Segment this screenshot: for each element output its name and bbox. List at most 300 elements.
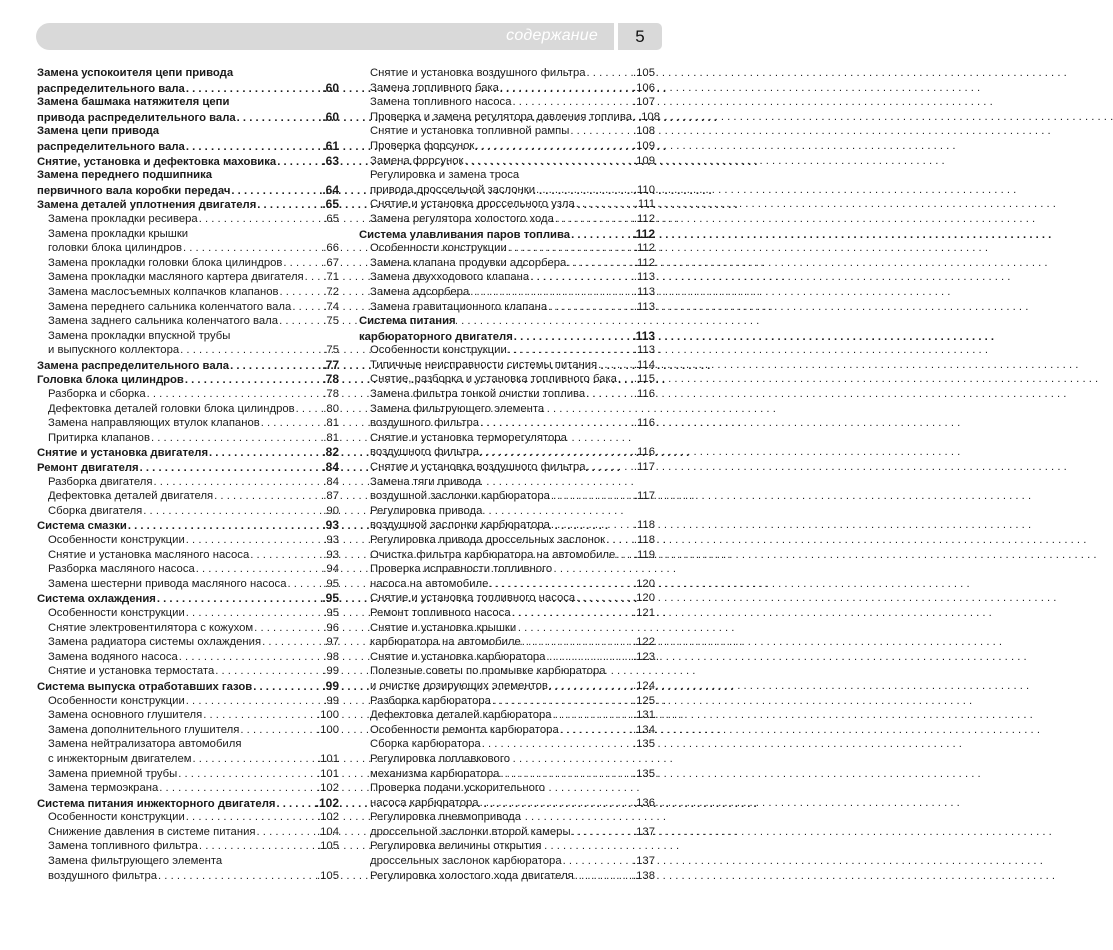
toc-page-number: .118 [633, 519, 655, 532]
toc-entry-title: Ремонт двигателя [37, 462, 139, 475]
dot-leader [553, 708, 632, 723]
dot-leader [203, 708, 316, 723]
toc-entry-line [359, 387, 655, 402]
toc-entry[interactable] [359, 168, 655, 197]
toc-entry-line [37, 358, 339, 373]
toc-entry-line [37, 767, 339, 782]
toc-entry-title: воздушной заслонки карбюратора [370, 519, 550, 532]
toc-entry[interactable] [359, 548, 655, 563]
toc-entry[interactable] [359, 110, 660, 125]
toc-entry-title: Проверка и замена регулятора давления топлива [370, 110, 632, 123]
toc-entry-line [359, 256, 655, 271]
toc-entry[interactable] [359, 227, 655, 242]
toc-page-number: .67 [323, 256, 339, 269]
toc-entry[interactable] [359, 694, 655, 709]
toc-entry[interactable] [359, 285, 655, 300]
toc-entry[interactable] [359, 591, 655, 606]
dot-leader [253, 680, 321, 695]
toc-entry-line [359, 591, 655, 606]
toc-entry[interactable] [37, 256, 339, 271]
toc-entry-title-line: Замена переднего подшипника [37, 169, 213, 182]
toc-entry[interactable] [37, 227, 339, 256]
toc-entry[interactable] [359, 562, 655, 591]
toc-entry-line [359, 694, 655, 709]
toc-page-number: .105 [633, 67, 655, 79]
toc-page-number: .135 [633, 738, 655, 751]
toc-entry[interactable] [359, 504, 655, 533]
toc-entry[interactable] [359, 839, 655, 868]
toc-entry-title: Дефектовка деталей головки блока цилиндров [48, 402, 295, 415]
toc-page-number: .104 [317, 825, 339, 838]
toc-entry-line [359, 518, 655, 533]
toc-page-number: .101 [317, 767, 339, 780]
dot-leader [633, 110, 637, 125]
toc-entry[interactable] [359, 621, 655, 650]
toc-entry[interactable] [359, 387, 655, 402]
dot-leader [199, 839, 316, 854]
toc-entry-line [359, 635, 655, 650]
toc-entry[interactable] [37, 197, 339, 212]
toc-entry[interactable] [37, 548, 339, 563]
dot-leader [154, 475, 323, 490]
toc-entry-line [37, 533, 339, 548]
toc-entry-title: карбюраторного двигателя [359, 330, 513, 343]
toc-entry-title-line: Замена прокладки впускной трубы [48, 329, 231, 342]
toc-entry-title: Снятие и установка воздушного фильтра [370, 67, 586, 79]
toc-entry-title: Замена деталей уплотнения двигателя [37, 199, 257, 212]
toc-entry-line [37, 372, 339, 387]
toc-entry[interactable] [359, 460, 655, 475]
toc-entry[interactable] [359, 124, 655, 139]
toc-page-number: .115 [633, 373, 655, 386]
toc-entry[interactable] [37, 708, 339, 723]
toc-entry-line [359, 329, 655, 344]
toc-entry[interactable] [359, 606, 655, 621]
toc-entry[interactable] [37, 314, 339, 329]
dot-leader [196, 562, 323, 577]
toc-entry-title: Снятие, разборка и установка топливного бака [370, 373, 617, 386]
toc-entry[interactable] [359, 810, 655, 839]
toc-page-number: .123 [633, 650, 655, 663]
toc-entry-title: Особенности конструкции [48, 694, 185, 707]
toc-entry[interactable] [359, 139, 655, 154]
toc-entry[interactable] [359, 723, 655, 738]
toc-entry[interactable] [37, 329, 339, 358]
toc-page-number: .93 [322, 518, 339, 533]
toc-entry-line [37, 723, 339, 738]
toc-entry[interactable] [37, 95, 339, 124]
toc-page-number: .112 [633, 212, 655, 225]
toc-page-number: .82 [322, 445, 339, 460]
toc-page-number: .121 [633, 606, 655, 619]
toc-entry-line [37, 285, 339, 300]
dot-leader [492, 694, 632, 709]
toc-entry-line [359, 300, 655, 315]
toc-entry[interactable] [359, 66, 655, 81]
toc-entry[interactable] [37, 475, 339, 490]
toc-entry-title: насоса карбюратора [370, 796, 479, 809]
toc-page-number: .108 [633, 125, 655, 138]
toc-page-number: .66 [323, 242, 339, 255]
toc-page-number: .102 [317, 811, 339, 824]
toc-page-number: .113 [633, 271, 655, 284]
toc-entry-line [359, 212, 655, 227]
toc-entry[interactable] [37, 664, 339, 679]
toc-page-number: .97 [323, 636, 339, 649]
toc-page-number: .113 [632, 328, 655, 343]
toc-entry-line [359, 154, 655, 169]
toc-entry[interactable] [37, 810, 339, 825]
dot-leader [571, 228, 631, 243]
toc-entry-title: Замена топливного фильтра [48, 840, 198, 853]
toc-entry-title: Проверка форсунок [370, 139, 475, 152]
toc-entry[interactable] [359, 343, 655, 358]
toc-page-number: .77 [322, 357, 339, 372]
toc-entry-title: Замена фильтра тонкой очистки топлива [370, 388, 586, 401]
toc-entry-title: Снятие и установка воздушного фильтра [370, 461, 586, 474]
toc-entry[interactable] [359, 372, 655, 387]
dot-leader [546, 650, 632, 665]
dot-leader [158, 869, 316, 884]
toc-entry[interactable] [37, 591, 339, 606]
toc-entry-line [359, 270, 655, 285]
toc-entry[interactable] [37, 416, 339, 431]
toc-entry-line [359, 796, 655, 811]
toc-page-number: .111 [634, 198, 655, 211]
toc-page-number: .81 [323, 431, 339, 444]
toc-entry-line [359, 737, 655, 752]
toc-entry[interactable] [359, 256, 655, 271]
toc-page-number: .78 [322, 372, 339, 387]
toc-entry[interactable] [37, 606, 339, 621]
toc-entry-title: Система охлаждения [37, 593, 156, 606]
toc-page-number: .80 [323, 402, 339, 415]
dot-leader [186, 810, 316, 825]
toc-entry[interactable] [359, 752, 655, 781]
toc-entry-line [359, 66, 655, 81]
toc-entry-line [37, 300, 339, 315]
toc-entry-title: Замена прокладки масляного картера двигателя [48, 271, 304, 284]
toc-entry-title: Головка блока цилиндров [37, 374, 184, 387]
toc-entry[interactable] [37, 402, 339, 417]
toc-entry[interactable] [359, 708, 655, 723]
toc-entry-line [359, 241, 655, 256]
toc-entry[interactable] [359, 664, 655, 693]
toc-entry[interactable] [37, 839, 339, 854]
toc-entry-title: Ремонт топливного насоса [370, 606, 511, 619]
dot-leader [193, 752, 316, 767]
toc-entry[interactable] [37, 825, 339, 840]
toc-entry[interactable] [37, 154, 339, 169]
toc-entry[interactable] [37, 621, 339, 636]
toc-entry[interactable] [37, 431, 339, 446]
toc-entry-title: Замена топливного насоса [370, 96, 512, 109]
toc-entry[interactable] [359, 314, 655, 343]
toc-entry-title-line: Регулировка и замена троса [370, 169, 520, 182]
toc-page-number: .95 [322, 591, 339, 606]
toc-entry[interactable] [37, 270, 339, 285]
toc-page-number: .96 [323, 621, 339, 634]
toc-page-number: .90 [323, 504, 339, 517]
toc-page-number: .102 [317, 782, 339, 795]
dot-leader [287, 577, 322, 592]
toc-page-number: .117 [633, 461, 655, 474]
toc-entry-title: Типичные неисправности системы питания [370, 358, 598, 371]
toc-entry-line [37, 635, 339, 650]
dot-leader [178, 767, 316, 782]
toc-page-number: .100 [317, 709, 339, 722]
toc-page-number: .72 [323, 285, 339, 298]
toc-entry[interactable] [37, 562, 339, 577]
toc-entry-title-line: Система питания [359, 315, 456, 328]
toc-entry-line [359, 343, 655, 358]
toc-entry-title: Замена форсунок [370, 154, 464, 167]
dot-leader [587, 460, 633, 475]
toc-entry-title: Замена регулятора холостого хода [370, 212, 554, 225]
toc-entry[interactable] [37, 66, 339, 95]
dot-leader [555, 212, 633, 227]
toc-page-number: .131 [633, 709, 655, 722]
toc-page-number: .93 [323, 534, 339, 546]
dot-leader [598, 358, 633, 373]
toc-page-number: .75 [323, 315, 339, 328]
toc-entry-title: Система выпуска отработавших газов [37, 680, 253, 693]
dot-leader [576, 197, 634, 212]
toc-entry-title: Замена маслосъемных колпачков клапанов [48, 285, 279, 298]
toc-page-number: .63 [322, 153, 339, 168]
dot-leader [489, 577, 632, 592]
toc-entry-line [37, 314, 339, 329]
toc-entry-line [359, 548, 655, 563]
toc-entry[interactable] [37, 387, 339, 402]
dot-leader [186, 606, 323, 621]
toc-entry-title: Замена клапана продувки адсорбера [370, 256, 567, 269]
toc-entry-title: Замена направляющих втулок клапанов [48, 417, 260, 430]
toc-entry-title-line: Замена башмака натяжителя цепи [37, 96, 230, 109]
toc-entry-title: воздушного фильтра [48, 869, 158, 882]
toc-page-number: .118 [633, 534, 655, 546]
toc-entry-line [37, 548, 339, 563]
toc-page-number: .87 [323, 490, 339, 503]
toc-page-number: .60 [322, 80, 339, 95]
toc-entry[interactable] [37, 781, 339, 796]
toc-page-number: .125 [633, 694, 655, 707]
toc-entry-title: Снятие и установка дроссельного узла [370, 198, 575, 211]
toc-page-number: .100 [317, 723, 339, 736]
dot-leader [575, 869, 632, 884]
toc-entry[interactable] [359, 475, 655, 504]
toc-entry[interactable] [37, 694, 339, 709]
toc-entry[interactable] [37, 767, 339, 782]
toc-entry-title-line: Снятие и установка терморегулятора [370, 431, 567, 444]
toc-entry[interactable] [37, 489, 339, 504]
toc-entry-title: Особенности конструкции [370, 344, 507, 357]
toc-page-number: .117 [633, 490, 655, 503]
section-header-bar [36, 23, 614, 50]
dot-leader [257, 825, 316, 840]
toc-entry-title: воздушного фильтра [370, 417, 480, 430]
toc-entry-title: Сборка двигателя [48, 504, 143, 517]
toc-entry-title: и очистке дозирующих элементов [370, 679, 548, 692]
toc-page-number: .107 [633, 96, 655, 109]
dot-leader [179, 650, 323, 665]
dot-leader [508, 241, 633, 256]
toc-entry[interactable] [359, 81, 655, 96]
toc-entry-title: Замена радиатора системы охлаждения [48, 636, 262, 649]
toc-entry-line [37, 518, 339, 533]
toc-entry-line [359, 679, 655, 694]
toc-entry[interactable] [359, 402, 655, 431]
toc-entry[interactable] [37, 445, 339, 460]
dot-leader [237, 111, 322, 126]
toc-entry[interactable] [359, 431, 655, 460]
toc-entry-line [37, 445, 339, 460]
toc-page-number: .99 [322, 678, 339, 693]
dot-leader [551, 518, 633, 533]
toc-entry-title: Замена шестерни привода масляного насоса [48, 577, 287, 590]
toc-entry[interactable] [359, 95, 655, 110]
toc-page-number: .60 [322, 109, 339, 124]
toc-entry-title: воздушной заслонки карбюратора [370, 490, 550, 503]
toc-entry[interactable] [37, 124, 339, 153]
toc-entry[interactable] [37, 854, 339, 883]
toc-entry[interactable] [37, 504, 339, 519]
toc-entry[interactable] [359, 358, 655, 373]
toc-left-column [37, 66, 339, 883]
toc-page-number: .95 [323, 606, 339, 619]
dot-leader [606, 533, 633, 548]
toc-entry[interactable] [359, 869, 655, 884]
toc-page-number: .61 [322, 138, 339, 153]
toc-entry[interactable] [37, 285, 339, 300]
toc-entry[interactable] [359, 212, 655, 227]
toc-entry-line [37, 679, 339, 694]
toc-entry-title: Снятие и установка двигателя [37, 447, 209, 460]
toc-entry-line [359, 869, 655, 884]
section-title: содержание [506, 27, 598, 44]
toc-page-number: .84 [323, 475, 339, 488]
toc-entry[interactable] [359, 650, 655, 665]
toc-entry-title: Особенности конструкции [48, 534, 185, 546]
dot-leader [209, 446, 321, 461]
toc-entry-title: Замена гравитационного клапана [370, 300, 548, 313]
toc-page-number: .65 [322, 197, 339, 212]
toc-entry[interactable] [37, 300, 339, 315]
toc-entry-line [359, 489, 655, 504]
toc-page-number: .94 [323, 563, 339, 576]
toc-page-number: .110 [633, 183, 655, 196]
toc-entry-title: распределительного вала [37, 140, 185, 153]
toc-entry[interactable] [359, 197, 655, 212]
dot-leader [296, 402, 323, 417]
dot-leader [140, 461, 322, 476]
toc-entry-title: Снятие и установка масляного насоса [48, 548, 250, 561]
dot-leader [551, 489, 633, 504]
toc-entry[interactable] [37, 460, 339, 475]
dot-leader [567, 256, 633, 271]
toc-entry[interactable] [37, 737, 339, 766]
page-number: 5 [635, 27, 645, 46]
dot-leader [230, 359, 321, 374]
toc-page-number: .122 [633, 636, 655, 649]
toc-page-number: .114 [633, 358, 655, 371]
dot-leader [185, 373, 321, 388]
toc-entry[interactable] [359, 533, 655, 548]
dot-leader [563, 854, 632, 869]
toc-entry[interactable] [37, 635, 339, 650]
toc-entry[interactable] [359, 154, 655, 169]
toc-entry-line [359, 139, 655, 154]
toc-page-number: .137 [633, 855, 655, 868]
toc-entry[interactable] [37, 577, 339, 592]
dot-leader [480, 416, 633, 431]
toc-entry-line [359, 445, 655, 460]
dot-leader [513, 95, 633, 110]
toc-page-number: .84 [322, 460, 339, 475]
toc-entry[interactable] [359, 241, 655, 256]
toc-page-number: .109 [633, 139, 655, 152]
toc-entry-line [359, 460, 655, 475]
toc-entry[interactable] [37, 533, 339, 548]
toc-entry[interactable] [37, 212, 339, 227]
toc-entry-title-line: Проверка исправности топливного [370, 563, 553, 576]
toc-entry-line [37, 825, 339, 840]
dot-leader [277, 155, 321, 170]
toc-entry-title-line: Снятие и установка крышки [370, 621, 517, 634]
toc-entry-line [37, 139, 339, 154]
toc-entry[interactable] [359, 737, 655, 752]
toc-page-number: .116 [633, 388, 655, 401]
toc-entry[interactable] [37, 358, 339, 373]
toc-entry-line [37, 110, 339, 125]
toc-entry[interactable] [37, 650, 339, 665]
toc-page-number: .112 [632, 226, 655, 241]
dot-leader [250, 548, 322, 563]
toc-entry-title: Дефектовка деталей двигателя [48, 490, 214, 503]
dot-leader [183, 241, 322, 256]
toc-entry-title: Особенности конструкции [48, 606, 185, 619]
toc-entry[interactable] [37, 168, 339, 197]
toc-entry[interactable] [37, 518, 339, 533]
dot-leader [616, 548, 633, 563]
dot-leader [186, 533, 323, 548]
toc-entry[interactable] [359, 781, 655, 810]
toc-entry-title-line: Замена фильтрующего элемента [48, 855, 223, 868]
toc-entry-line [359, 358, 655, 373]
toc-entry-title-line: Замена фильтрующего элемента [370, 402, 545, 415]
toc-entry[interactable] [37, 796, 339, 811]
page-number-badge [618, 23, 662, 50]
toc-entry-title: Замена топливного бака [370, 81, 499, 94]
toc-entry-line [37, 752, 339, 767]
toc-entry[interactable] [37, 679, 339, 694]
toc-entry[interactable] [359, 300, 655, 315]
toc-entry-title: Снижение давления в системе питания [48, 825, 256, 838]
toc-entry-title: первичного вала коробки передач [37, 184, 231, 197]
toc-entry-title: Замена переднего сальника коленчатого вала [48, 300, 292, 313]
dot-leader [548, 300, 633, 315]
dot-leader [186, 140, 321, 155]
toc-entry[interactable] [37, 723, 339, 738]
dot-leader [500, 81, 632, 96]
dot-leader [514, 330, 632, 345]
toc-entry[interactable] [359, 270, 655, 285]
toc-page-number: .95 [323, 577, 339, 590]
dot-leader [536, 183, 633, 198]
toc-entry-line [359, 577, 655, 592]
toc-entry-title: Разборка двигателя [48, 475, 153, 488]
toc-entry[interactable] [37, 372, 339, 387]
